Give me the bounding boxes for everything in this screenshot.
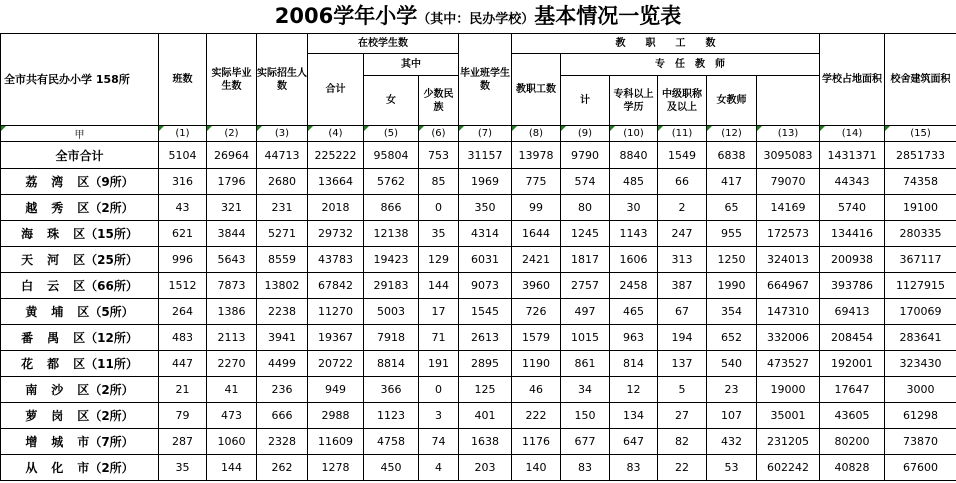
data-cell[interactable]: 172573: [757, 221, 820, 247]
school-count: （2所）: [89, 461, 134, 475]
data-cell[interactable]: 1190: [512, 351, 561, 377]
data-cell[interactable]: 1579: [512, 325, 561, 351]
table-row: [1, 273, 956, 299]
data-cell[interactable]: 2018: [308, 195, 364, 221]
data-cell[interactable]: 83: [610, 455, 658, 481]
data-cell[interactable]: 83: [561, 455, 610, 481]
data-cell[interactable]: 387: [658, 273, 707, 299]
data-cell[interactable]: 29732: [308, 221, 364, 247]
data-cell[interactable]: 17647: [820, 377, 885, 403]
data-cell[interactable]: 321: [207, 195, 257, 221]
data-cell[interactable]: 44713: [257, 142, 308, 169]
data-cell[interactable]: 46: [512, 377, 561, 403]
data-cell[interactable]: 20722: [308, 351, 364, 377]
data-cell[interactable]: 5271: [257, 221, 308, 247]
school-count: （7所）: [89, 435, 134, 449]
data-cell[interactable]: 80200: [820, 429, 885, 455]
data-cell[interactable]: 3844: [207, 221, 257, 247]
data-cell[interactable]: 753: [419, 142, 459, 169]
header-senior-title[interactable]: 中级职称及以上: [658, 76, 707, 126]
school-count: （11所）: [85, 357, 138, 371]
data-cell[interactable]: 726: [512, 299, 561, 325]
table-row: [1, 195, 956, 221]
data-cell[interactable]: 280335: [885, 221, 956, 247]
row-name-cell[interactable]: [1, 221, 159, 247]
data-cell[interactable]: 1606: [610, 247, 658, 273]
district-name: 南沙区: [25, 383, 90, 397]
row-name-cell[interactable]: [1, 403, 159, 429]
row-name-cell[interactable]: [1, 455, 159, 481]
data-cell[interactable]: 79070: [757, 169, 820, 195]
data-cell[interactable]: 0: [419, 195, 459, 221]
data-cell[interactable]: 2270: [207, 351, 257, 377]
data-cell[interactable]: 417: [707, 169, 757, 195]
index-cell[interactable]: (8): [512, 126, 561, 142]
data-cell[interactable]: 2613: [459, 325, 512, 351]
row-name-cell[interactable]: [1, 142, 159, 169]
data-cell[interactable]: 647: [610, 429, 658, 455]
index-cell[interactable]: (6): [419, 126, 459, 142]
index-cell[interactable]: (5): [364, 126, 419, 142]
data-cell[interactable]: 8559: [257, 247, 308, 273]
data-cell[interactable]: 861: [561, 351, 610, 377]
data-cell[interactable]: 191: [419, 351, 459, 377]
data-cell[interactable]: 473527: [757, 351, 820, 377]
data-cell[interactable]: 287: [159, 429, 207, 455]
school-count: （5所）: [89, 305, 134, 319]
data-cell[interactable]: 1545: [459, 299, 512, 325]
data-cell[interactable]: 3: [419, 403, 459, 429]
data-cell[interactable]: 2680: [257, 169, 308, 195]
title-part-2: 基本情况一览表: [534, 4, 682, 28]
index-cell[interactable]: 甲: [1, 126, 159, 142]
data-cell[interactable]: 262: [257, 455, 308, 481]
data-cell[interactable]: 74: [419, 429, 459, 455]
row-name-cell[interactable]: [1, 429, 159, 455]
data-cell[interactable]: 497: [561, 299, 610, 325]
data-cell[interactable]: 4758: [364, 429, 419, 455]
data-cell[interactable]: 1127915: [885, 273, 956, 299]
header-graduates[interactable]: 实际毕业生数: [207, 34, 257, 126]
title-paren: （其中：民办学校）: [417, 12, 535, 27]
row-name-cell[interactable]: [1, 299, 159, 325]
data-cell[interactable]: 12: [610, 377, 658, 403]
data-cell[interactable]: 99: [512, 195, 561, 221]
data-cell[interactable]: 3941: [257, 325, 308, 351]
index-cell[interactable]: (4): [308, 126, 364, 142]
data-cell[interactable]: 1796: [207, 169, 257, 195]
header-staff-group[interactable]: 教 职 工 数: [512, 34, 820, 54]
table-row: [1, 455, 956, 481]
data-cell[interactable]: 1969: [459, 169, 512, 195]
data-cell[interactable]: 367117: [885, 247, 956, 273]
data-cell[interactable]: 26964: [207, 142, 257, 169]
data-cell[interactable]: 5643: [207, 247, 257, 273]
data-cell[interactable]: 5740: [820, 195, 885, 221]
data-cell[interactable]: 17: [419, 299, 459, 325]
data-cell[interactable]: 814: [610, 351, 658, 377]
data-cell[interactable]: 2328: [257, 429, 308, 455]
data-cell[interactable]: 4499: [257, 351, 308, 377]
district-name: 萝岗区: [25, 409, 90, 423]
data-cell[interactable]: 44343: [820, 169, 885, 195]
data-cell[interactable]: 1512: [159, 273, 207, 299]
header-enrolled[interactable]: 实际招生人数: [257, 34, 308, 126]
data-cell[interactable]: 1386: [207, 299, 257, 325]
data-cell[interactable]: 1060: [207, 429, 257, 455]
data-cell[interactable]: 23: [707, 377, 757, 403]
data-cell[interactable]: 170069: [885, 299, 956, 325]
data-cell[interactable]: 194: [658, 325, 707, 351]
data-cell[interactable]: 1431371: [820, 142, 885, 169]
header-of-which[interactable]: 其中: [364, 54, 459, 76]
corner-label[interactable]: 全市共有民办小学 158所: [1, 34, 159, 126]
data-cell[interactable]: 1123: [364, 403, 419, 429]
data-cell[interactable]: 574: [561, 169, 610, 195]
data-cell[interactable]: 137: [658, 351, 707, 377]
header-female-teachers[interactable]: 女教师: [707, 76, 757, 126]
index-cell[interactable]: (14): [820, 126, 885, 142]
data-cell[interactable]: 1817: [561, 247, 610, 273]
school-count: （15所）: [85, 227, 138, 241]
data-cell[interactable]: 71: [419, 325, 459, 351]
data-cell[interactable]: 483: [159, 325, 207, 351]
index-cell[interactable]: (2): [207, 126, 257, 142]
row-name-cell[interactable]: [1, 325, 159, 351]
data-cell[interactable]: 95804: [364, 142, 419, 169]
district-name: 天河区: [21, 253, 86, 267]
data-cell[interactable]: 3095083: [757, 142, 820, 169]
data-cell[interactable]: 82: [658, 429, 707, 455]
data-cell[interactable]: 996: [159, 247, 207, 273]
data-cell[interactable]: 1143: [610, 221, 658, 247]
table-row: [1, 247, 956, 273]
data-cell[interactable]: 485: [610, 169, 658, 195]
data-cell[interactable]: 19000: [757, 377, 820, 403]
data-cell[interactable]: 0: [419, 377, 459, 403]
data-cell[interactable]: 134416: [820, 221, 885, 247]
data-cell[interactable]: 35: [419, 221, 459, 247]
data-cell[interactable]: 43605: [820, 403, 885, 429]
data-cell[interactable]: 29183: [364, 273, 419, 299]
index-cell[interactable]: (15): [885, 126, 956, 142]
data-cell[interactable]: 14169: [757, 195, 820, 221]
table-row: [1, 403, 956, 429]
district-name: 从化市: [25, 461, 90, 475]
row-name-cell[interactable]: [1, 195, 159, 221]
data-cell[interactable]: 41: [207, 377, 257, 403]
district-name: 黄埔区: [25, 305, 90, 319]
data-table: [0, 33, 956, 481]
data-cell[interactable]: 65: [707, 195, 757, 221]
data-cell[interactable]: 150: [561, 403, 610, 429]
data-cell[interactable]: 208454: [820, 325, 885, 351]
data-cell[interactable]: 2421: [512, 247, 561, 273]
table-row: [1, 169, 956, 195]
data-cell[interactable]: 27: [658, 403, 707, 429]
data-cell[interactable]: 2895: [459, 351, 512, 377]
data-cell[interactable]: 2757: [561, 273, 610, 299]
data-cell[interactable]: 2988: [308, 403, 364, 429]
data-cell[interactable]: 1250: [707, 247, 757, 273]
index-cell[interactable]: (9): [561, 126, 610, 142]
data-cell[interactable]: 13978: [512, 142, 561, 169]
data-cell[interactable]: 264: [159, 299, 207, 325]
data-cell[interactable]: 1549: [658, 142, 707, 169]
data-cell[interactable]: 401: [459, 403, 512, 429]
data-cell[interactable]: 74358: [885, 169, 956, 195]
data-cell[interactable]: 1176: [512, 429, 561, 455]
header-in-school[interactable]: 在校学生数: [308, 34, 459, 54]
row-name-cell[interactable]: [1, 377, 159, 403]
data-cell[interactable]: 21: [159, 377, 207, 403]
data-cell[interactable]: 13664: [308, 169, 364, 195]
data-cell[interactable]: 7918: [364, 325, 419, 351]
data-cell[interactable]: 775: [512, 169, 561, 195]
data-cell[interactable]: 203: [459, 455, 512, 481]
school-count: （66所）: [85, 279, 138, 293]
district-name: 番禺区: [21, 331, 86, 345]
header-classes[interactable]: 班数: [159, 34, 207, 126]
data-cell[interactable]: 19100: [885, 195, 956, 221]
data-cell[interactable]: 200938: [820, 247, 885, 273]
district-name: 花都区: [21, 357, 86, 371]
table-body: [1, 34, 956, 481]
data-cell[interactable]: 5: [658, 377, 707, 403]
data-cell[interactable]: 22: [658, 455, 707, 481]
data-cell[interactable]: 8840: [610, 142, 658, 169]
data-cell[interactable]: 85: [419, 169, 459, 195]
data-cell[interactable]: 652: [707, 325, 757, 351]
data-cell[interactable]: 3960: [512, 273, 561, 299]
data-cell[interactable]: 6031: [459, 247, 512, 273]
index-cell[interactable]: (13): [757, 126, 820, 142]
data-cell[interactable]: 316: [159, 169, 207, 195]
table-row: [1, 377, 956, 403]
data-cell[interactable]: 1644: [512, 221, 561, 247]
row-name-cell[interactable]: [1, 351, 159, 377]
data-cell[interactable]: 4: [419, 455, 459, 481]
data-cell[interactable]: 473: [207, 403, 257, 429]
title-part-1: 2006学年小学: [274, 4, 418, 28]
district-name: 越秀区: [25, 201, 90, 215]
header-land-area[interactable]: 学校占地面积: [820, 34, 885, 126]
data-cell[interactable]: 5003: [364, 299, 419, 325]
data-cell[interactable]: 2238: [257, 299, 308, 325]
header-total[interactable]: 合计: [308, 54, 364, 126]
data-cell[interactable]: 140: [512, 455, 561, 481]
data-cell[interactable]: 12138: [364, 221, 419, 247]
data-cell[interactable]: 447: [159, 351, 207, 377]
data-cell[interactable]: 2458: [610, 273, 658, 299]
data-cell[interactable]: 393786: [820, 273, 885, 299]
data-cell[interactable]: 11270: [308, 299, 364, 325]
data-cell[interactable]: 664967: [757, 273, 820, 299]
school-count: （2所）: [89, 201, 134, 215]
data-cell[interactable]: 5762: [364, 169, 419, 195]
data-cell[interactable]: 602242: [757, 455, 820, 481]
data-cell[interactable]: 2851733: [885, 142, 956, 169]
district-name: 全市合计: [55, 148, 104, 163]
page-title: [0, 0, 956, 33]
data-cell[interactable]: 432: [707, 429, 757, 455]
data-cell[interactable]: 354: [707, 299, 757, 325]
data-cell[interactable]: 350: [459, 195, 512, 221]
row-name-cell[interactable]: [1, 247, 159, 273]
header-teachers-group[interactable]: 专 任 教 师: [561, 54, 820, 76]
data-cell[interactable]: 1990: [707, 273, 757, 299]
data-cell[interactable]: 67: [658, 299, 707, 325]
index-cell[interactable]: (11): [658, 126, 707, 142]
data-cell[interactable]: 192001: [820, 351, 885, 377]
data-cell[interactable]: 9073: [459, 273, 512, 299]
school-count: （9所）: [89, 175, 134, 189]
data-cell[interactable]: 1278: [308, 455, 364, 481]
table-row: [1, 299, 956, 325]
data-cell[interactable]: 13802: [257, 273, 308, 299]
data-cell[interactable]: 125: [459, 377, 512, 403]
data-cell[interactable]: 963: [610, 325, 658, 351]
data-cell[interactable]: 1245: [561, 221, 610, 247]
data-cell[interactable]: 80: [561, 195, 610, 221]
data-cell[interactable]: 73870: [885, 429, 956, 455]
data-cell[interactable]: 79: [159, 403, 207, 429]
data-cell[interactable]: 144: [207, 455, 257, 481]
data-cell[interactable]: 5104: [159, 142, 207, 169]
school-count: （25所）: [85, 253, 138, 267]
data-cell[interactable]: 35: [159, 455, 207, 481]
row-name-cell[interactable]: [1, 169, 159, 195]
header-grad-class[interactable]: 毕业班学生数: [459, 34, 512, 126]
data-cell[interactable]: 283641: [885, 325, 956, 351]
header-minority[interactable]: 少数民族: [419, 76, 459, 126]
data-cell[interactable]: 7873: [207, 273, 257, 299]
data-cell[interactable]: 324013: [757, 247, 820, 273]
table-row: [1, 221, 956, 247]
data-cell[interactable]: 2113: [207, 325, 257, 351]
data-cell[interactable]: 6838: [707, 142, 757, 169]
data-cell[interactable]: 666: [257, 403, 308, 429]
data-cell[interactable]: 1015: [561, 325, 610, 351]
data-cell[interactable]: 30: [610, 195, 658, 221]
district-name: 海珠区: [21, 227, 86, 241]
header-building-area[interactable]: 校舍建筑面积: [885, 34, 956, 126]
index-row: [1, 126, 956, 142]
data-cell[interactable]: 134: [610, 403, 658, 429]
data-cell[interactable]: 231: [257, 195, 308, 221]
data-cell[interactable]: 231205: [757, 429, 820, 455]
data-cell[interactable]: 236: [257, 377, 308, 403]
data-cell[interactable]: 4314: [459, 221, 512, 247]
data-cell[interactable]: 955: [707, 221, 757, 247]
index-cell[interactable]: (3): [257, 126, 308, 142]
data-cell[interactable]: 53: [707, 455, 757, 481]
data-cell[interactable]: 11609: [308, 429, 364, 455]
data-cell[interactable]: 19423: [364, 247, 419, 273]
district-name: 增城市: [25, 435, 90, 449]
header-subtotal[interactable]: 计: [561, 76, 610, 126]
data-cell[interactable]: 129: [419, 247, 459, 273]
data-cell[interactable]: 677: [561, 429, 610, 455]
header-row-1: [1, 34, 956, 54]
data-cell[interactable]: 621: [159, 221, 207, 247]
data-cell[interactable]: 222: [512, 403, 561, 429]
header-female[interactable]: 女: [364, 76, 419, 126]
data-cell[interactable]: 144: [419, 273, 459, 299]
header-staff[interactable]: 教职工数: [512, 54, 561, 126]
data-cell[interactable]: 67600: [885, 455, 956, 481]
data-cell[interactable]: 3000: [885, 377, 956, 403]
data-cell[interactable]: 332006: [757, 325, 820, 351]
data-cell[interactable]: 67842: [308, 273, 364, 299]
index-cell[interactable]: (12): [707, 126, 757, 142]
data-cell[interactable]: 35001: [757, 403, 820, 429]
district-name: 荔湾区: [25, 175, 90, 189]
row-name-cell[interactable]: [1, 273, 159, 299]
data-cell[interactable]: 1638: [459, 429, 512, 455]
data-cell[interactable]: 9790: [561, 142, 610, 169]
index-cell[interactable]: (7): [459, 126, 512, 142]
data-cell[interactable]: 147310: [757, 299, 820, 325]
data-cell[interactable]: 66: [658, 169, 707, 195]
data-cell[interactable]: 366: [364, 377, 419, 403]
school-count: （12所）: [85, 331, 138, 345]
data-cell[interactable]: 40828: [820, 455, 885, 481]
data-cell[interactable]: 313: [658, 247, 707, 273]
data-cell[interactable]: 323430: [885, 351, 956, 377]
data-cell[interactable]: 540: [707, 351, 757, 377]
data-cell[interactable]: 43: [159, 195, 207, 221]
district-name: 白云区: [21, 279, 86, 293]
data-cell[interactable]: 8814: [364, 351, 419, 377]
data-cell[interactable]: 225222: [308, 142, 364, 169]
data-cell[interactable]: 866: [364, 195, 419, 221]
index-cell[interactable]: (1): [159, 126, 207, 142]
data-cell[interactable]: 19367: [308, 325, 364, 351]
data-cell[interactable]: 2: [658, 195, 707, 221]
data-cell[interactable]: 61298: [885, 403, 956, 429]
data-cell[interactable]: 43783: [308, 247, 364, 273]
table-row: [1, 325, 956, 351]
table-row: [1, 351, 956, 377]
table-row: [1, 429, 956, 455]
header-college[interactable]: 专科以上学历: [610, 76, 658, 126]
index-cell[interactable]: (10): [610, 126, 658, 142]
table-row: [1, 142, 956, 169]
data-cell[interactable]: 69413: [820, 299, 885, 325]
data-cell[interactable]: 31157: [459, 142, 512, 169]
data-cell[interactable]: 247: [658, 221, 707, 247]
data-cell[interactable]: 949: [308, 377, 364, 403]
data-cell[interactable]: 465: [610, 299, 658, 325]
data-cell[interactable]: 450: [364, 455, 419, 481]
data-cell[interactable]: 34: [561, 377, 610, 403]
school-count: （2所）: [89, 383, 134, 397]
school-count: （2所）: [89, 409, 134, 423]
data-cell[interactable]: 107: [707, 403, 757, 429]
